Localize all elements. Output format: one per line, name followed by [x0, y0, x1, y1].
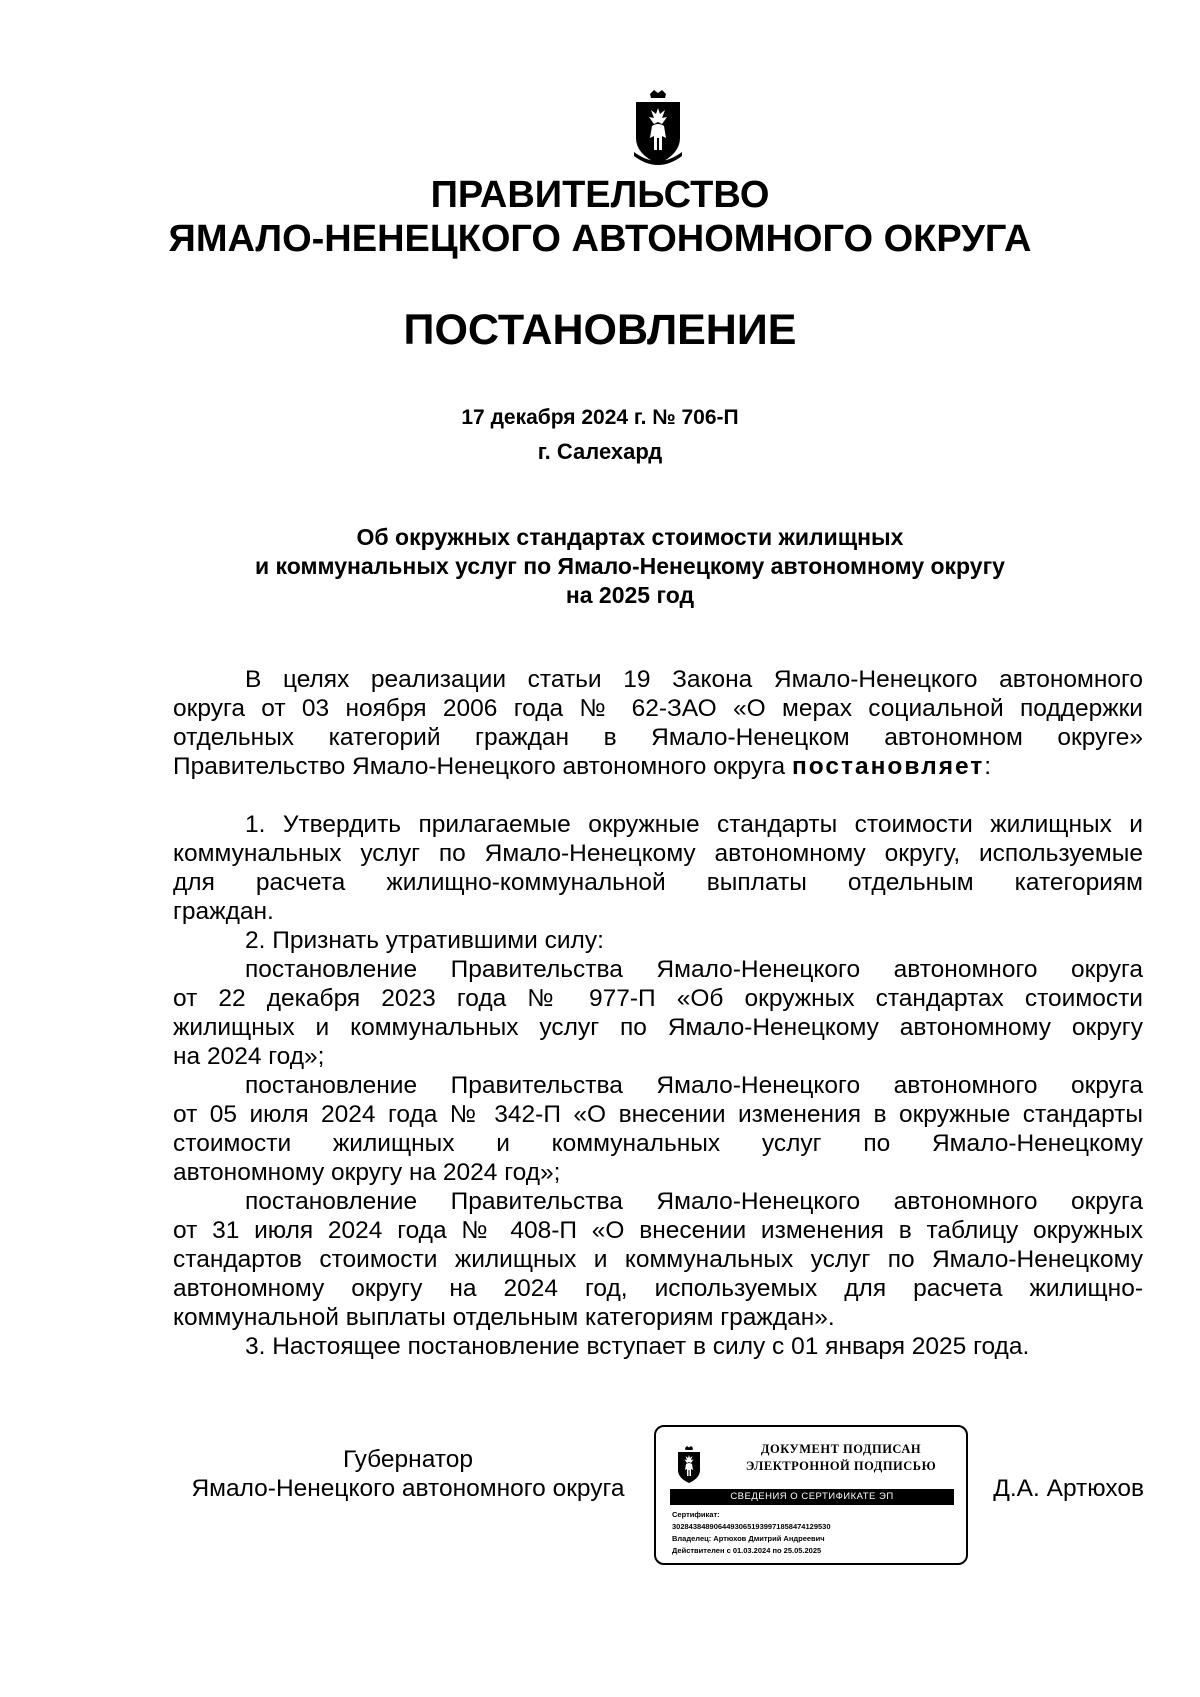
body-line: постановление Правительства Ямало-Ненецкого автономного округа [245, 1072, 1143, 1099]
body-line: коммунальных услуг по Ямало-Ненецкому автономному округу, используемые [173, 840, 1143, 867]
body-line: 2. Признать утратившими силу: [245, 927, 604, 954]
coat-of-arms-icon [632, 88, 684, 168]
body-line: коммунальной выплаты отдельным категориям граждан». [173, 1304, 835, 1331]
preamble-colon: : [984, 753, 992, 780]
government-name-line1: ПРАВИТЕЛЬСТВО [430, 174, 770, 216]
coat-of-arms-icon [676, 1445, 702, 1485]
certificate-label: Сертификат: [672, 1510, 720, 1519]
body-line: стоимости жилищных и коммунальных услуг по Ямало-Ненецкому [173, 1130, 1143, 1157]
body-line: стандартов стоимости жилищных и коммунальных услуг по Ямало-Ненецкому [173, 1246, 1143, 1273]
title-line: и коммунальных услуг по Ямало-Ненецкому автономному округу [255, 553, 1005, 579]
title-line: на 2025 год [565, 582, 695, 608]
body-line: округа от 03 ноября 2006 года № 62-ЗАО «О мерах социальной поддержки [173, 695, 1143, 722]
title-line: Об окружных стандартах стоимости жилищных [356, 524, 904, 550]
body-line: граждан. [173, 898, 274, 925]
preamble [173, 665, 1143, 781]
body-line: 3. Настоящее постановление вступает в силу с 01 января 2025 года. [245, 1333, 1030, 1360]
document-type: ПОСТАНОВЛЕНИЕ [403, 306, 797, 354]
body-line: В целях реализации статьи 19 Закона Ямало-Ненецкого автономного [245, 666, 1143, 693]
preamble-text: Правительство Ямало-Ненецкого автономного округа [173, 753, 792, 780]
item-1 [173, 810, 1143, 926]
city: г. Салехард [537, 439, 663, 464]
stamp-certificate-bar: СВЕДЕНИЯ О СЕРТИФИКАТЕ ЭП [670, 1489, 954, 1505]
body-line: для расчета жилищно-коммунальной выплаты отдельным категориям [173, 869, 1143, 896]
certificate-number: 30284384890644930651939971858474129530 [672, 1522, 831, 1531]
body-line: отдельных категорий граждан в Ямало-Ненецком автономном округе» [173, 724, 1143, 751]
body-line: автономному округу на 2024 год, используемых для расчета жилищно- [173, 1275, 1143, 1302]
certificate-validity: Действителен с 01.03.2024 по 25.05.2025 [672, 1546, 822, 1555]
body-line [173, 752, 1143, 781]
body-line: от 31 июля 2024 года № 408-П «О внесении изменения в таблицу окружных [173, 1217, 1143, 1244]
body-line: на 2024 год»; [173, 1043, 325, 1070]
body-line: от 22 декабря 2023 года № 977-П «Об окружных стандартах стоимости [173, 985, 1143, 1012]
paragraph-gap [173, 781, 1143, 810]
signer-position: Губернатор [343, 1446, 473, 1473]
body-line: от 05 июля 2024 года № 342-П «О внесении изменения в окружные стандарты [173, 1101, 1143, 1128]
signer-organization: Ямало-Ненецкого автономного округа [191, 1475, 625, 1502]
body-line: жилищных и коммунальных услуг по Ямало-Ненецкому автономному округу [173, 1014, 1143, 1041]
body-line: постановление Правительства Ямало-Ненецкого автономного округа [245, 956, 1143, 983]
certificate-owner: Владелец: Артюхов Дмитрий Андреевич [672, 1534, 825, 1543]
stamp-heading-line: ЭЛЕКТРОННОЙ ПОДПИСЬЮ [745, 1459, 937, 1473]
signer-title [173, 1445, 643, 1503]
stamp-certificate-info [672, 1509, 962, 1557]
item-2 [173, 926, 1143, 1332]
body-line: автономному округу на 2024 год»; [173, 1159, 561, 1186]
body-line: 1. Утвердить прилагаемые окружные стандарты стоимости жилищных и [245, 811, 1143, 838]
stamp-heading [716, 1441, 966, 1475]
signer-name: Д.А. Артюхов [993, 1475, 1144, 1502]
stamp-heading-line: ДОКУМЕНТ ПОДПИСАН [760, 1442, 922, 1456]
electronic-signature-stamp [654, 1425, 968, 1565]
body-line: постановление Правительства Ямало-Ненецкого автономного округа [245, 1188, 1143, 1215]
document-body [173, 665, 1143, 1361]
document-title [170, 523, 1090, 610]
preamble-emphasis: постановляет [791, 753, 985, 780]
government-name-line2: ЯМАЛО-НЕНЕЦКОГО АВТОНОМНОГО ОКРУГА [168, 218, 1032, 260]
date-and-number: 17 декабря 2024 г. № 706-П [461, 406, 739, 429]
item-3 [173, 1332, 1143, 1361]
